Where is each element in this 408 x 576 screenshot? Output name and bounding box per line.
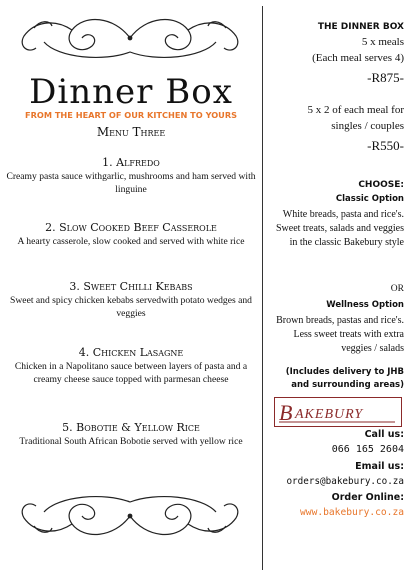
column-divider [262,6,263,570]
info-column [266,0,404,576]
delivery-note: (Includes delivery to JHB and surrounding areas) [285,367,404,390]
menu-item-name: 1. Alfredo [102,156,160,169]
menu-item-name: 4. Chicken Lasagne [78,346,184,359]
order-online-label: Order Online: [331,492,404,503]
menu-item [0,156,262,196]
svg-text:AKEBURY: AKEBURY [295,407,364,422]
bakebury-logo [274,397,402,427]
menu-item-name: 3. Sweet Chilli Kebabs [69,280,193,293]
meals-line: 5 x meals [361,36,404,48]
singles-line: 5 x 2 of each meal for [307,104,404,116]
flourish-ornament-top [14,8,246,68]
menu-item-name: 5. Bobotie & Yellow Rice [62,421,200,434]
svg-text:B: B [279,400,293,425]
email-label: Email us: [355,461,404,472]
menu-item-description: A hearty casserole, slow cooked and served with white rice [17,236,245,247]
price-family: -R875- [367,70,404,85]
box-heading: THE DINNER BOX [317,22,404,32]
menu-item [0,421,262,449]
menu-name: Menu Three [96,125,166,139]
classic-option-desc: White breads, pasta and rice's. Sweet treats, salads and veggies in the classic Bakebury style [275,209,404,248]
phone-number[interactable]: 066 165 2604 [331,444,404,455]
menu-item-description: Chicken in a Napolitano sauce between layers of pasta and a creamy cheese sauce topped with parmesan cheese [14,361,248,385]
menu-item-description: Traditional South African Bobotie served with yellow rice [19,436,243,447]
choose-heading: CHOOSE: [358,180,404,190]
menu-item-name: 2. Slow Cooked Beef Casserole [45,221,217,234]
or-label: OR [390,284,404,294]
classic-option-title: Classic Option [335,194,404,204]
wellness-option-title: Wellness Option [326,300,404,310]
meals-serves: (Each meal serves 4) [312,52,404,64]
price-singles: -R550- [367,138,404,153]
flourish-ornament-bottom [14,486,246,546]
menu-item-description: Sweet and spicy chicken kebabs servedwith potato wedges and veggies [10,295,252,319]
website-link[interactable]: www.bakebury.co.za [300,507,404,518]
call-label: Call us: [364,429,404,440]
menu-item [0,280,262,320]
tagline: FROM THE HEART OF OUR KITCHEN TO YOURS [24,110,238,120]
page-title: Dinner Box [29,72,233,112]
wellness-option-desc: Brown breads, pastas and rice's. Less sweet treats with extra veggies / salads [276,315,404,354]
email-address[interactable]: orders@bakebury.co.za [286,476,404,487]
menu-item-description: Creamy pasta sauce withgarlic, mushrooms and ham served with linguine [6,171,256,195]
singles-couples: singles / couples [331,120,404,132]
menu-item [0,346,262,386]
menu-item [0,221,262,249]
